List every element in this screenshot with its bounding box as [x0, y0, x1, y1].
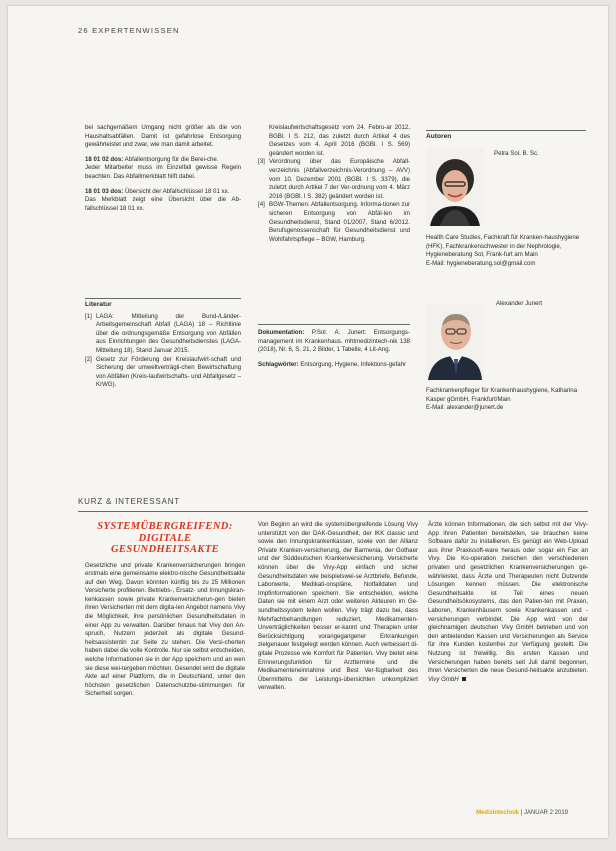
code1-paragraph — [85, 156, 241, 165]
footer-issue: | JANUAR 2 2019 — [520, 810, 568, 816]
authors-title: Autoren — [426, 133, 452, 140]
literatur-block — [85, 298, 241, 390]
code2-more: Das Merkblatt zeigt eine Übersicht über die Ab-fallschlüssel 18 01 xx. — [85, 196, 241, 212]
dokumentation-block — [258, 324, 410, 369]
author-1-bio: Health Care Studies, Fachkraft für Kranken-haushygiene (HFK), Fachkrankenschwester in der Nephrologie, Hygieneberatung Sol, Frank-furt am Main — [426, 234, 580, 259]
code1-more: Jeder Mitarbeiter muss im Einzelfall gewisse Regeln beachten. Das Abfallmerkblatt hilft dabei. — [85, 164, 241, 180]
page-header: 26 EXPERTENWISSEN — [78, 26, 180, 35]
author-2-photo — [426, 304, 484, 380]
doku-label: Dokumentation: — [258, 329, 305, 336]
doku-paragraph — [258, 329, 410, 355]
footer-publication: Medizintechnik — [476, 810, 520, 816]
code1-label: 18 01 02 dos: — [85, 155, 124, 163]
code2-paragraph — [85, 188, 241, 197]
author-2-name: Alexander Junert — [496, 300, 543, 307]
article-paragraph-1: Gesetzliche und private Krankenversicherungen bringen erstmals eine gemeinsame elektro-nische Gesundheitsakte auf den Weg. Davon könnten künftig bis zu 25 Millionen Versicherte profitieren. Betriebs-, Ersatz- und Innungskran-kenkassen sowie private Krankenversicherun-gen bieten ihren Versicherten mit dem digita-len Angebot namens Vivy die Möglichkeit, ihre persönlichen Gesundheitsdaten in einer App zu verwalten. Darüber hinaus hat Vivy den An-spruch, Nutzern jederzeit als digitale Gesund-heitsassistentin zur Seite zu stehen. Die Versi-cherten haben dabei die volle Kontrolle. Nur sie selbst entscheiden, welche Informationen sie in der App speichern und an wen sie diese wei-tergeben möchten. Gesendet wird die digitale Akte auf einer Plattform, die in Deutschland, unter den höchsten gesetzlichen Datenschutzbe-stimmungen für Sicherheit sorgen. — [85, 561, 245, 698]
literatur-title: Literatur — [85, 301, 112, 308]
author-1-photo — [426, 148, 484, 226]
page-footer — [476, 810, 568, 816]
authors-rule — [426, 130, 586, 131]
literatur-rule — [85, 298, 241, 299]
schlag-label: Schlagwörter: — [258, 360, 299, 368]
schlag-text: Entsorgung, Hygiene, Infektions-gefahr — [300, 360, 407, 368]
kurz-column-2 — [258, 521, 418, 693]
article-signature: Vivy GmbH — [428, 675, 459, 683]
author-1-info — [426, 234, 588, 268]
article-paragraph-3: Ärzte können Informationen, die sich selbst mit der Vivy-App ihren Patienten bereitstellen, sie brauchen keine Software dafür zu installieren. Es genügt ein Web-Upload aus ihrer Praxissoft-ware heraus oder sogar ein Fax an Vivy. Die Ko-operation zwischen den verschiedenen privaten und gesetzlichen Krankenversicherungen ge-währleistet, dass Ärzte und Therapeuten nicht Dutzende Lösungen kennen müssen. Die elektronische Gesundheitsakte ist Teil eines neuen Gesundheitsökosystems, das den Patien-ten mit Praxen, Laboren, Krankenhäusern sowie Krankenkassen und -versicherungen verbindet. Die App wird von der gleichnamigen deutschen Vivy GmbH betrieben und von den anbietenden Kassen und Versicherungen als Service für ihre Kunden kostenfrei zur Verfügung gestellt. Die Nutzung ist freiwillig. Bis ersten Kassen und Versicherungen haben bereits seit Juli damit begonnen, ihren Versicherten die neue Gesund-heitsakte anzubieten. Vivy GmbH — [428, 521, 588, 683]
reference-2-cont: Kreislaufwirtschaftsgesetz vom 24. Febru-ar 2012, BGBl. I S. 212, das zuletzt durch Artikel 4 des Gesetzes vom 4. April 2016 (BGBl. I S. 569) geändert worden ist. — [269, 124, 410, 157]
author-2-bio: Fachkrankenpfleger für Krankenhaushygiene, Katharina Kasper gGmbH, Frankfurt/Main — [426, 387, 578, 403]
intro-text: bei sachgemäßem Umgang nicht größer als die von Haushaltsabfällen. Damit ist gefahrlose Entsorgung gewährleistet und zwar, wie man damit arbeitet. — [85, 124, 241, 149]
document-page — [8, 6, 608, 838]
code2-text: Übersicht der Abfallschlüssel 18 01 xx. — [124, 187, 230, 195]
reference-2: [2] Gesetz zur Förderung der Kreislaufwirt-schaft und Sicherung der umweltverträgli-chen Bewirtschaftung von Abfällen (Kreis-laufwirtschafts- und Abfallgesetz – KrWG). — [85, 355, 241, 389]
reference-3: [3] Verordnung über das Europäische Abfall-verzeichnis (Abfallverzeichnis-Verordnung – AVV) vom 10. Dezember 2001 (BGBl. I S. 3379), die zuletzt durch Artikel 7 der Ver-ordnung vom 4. März 2016 (BGBl. I S. 382) geändert worden ist. — [258, 158, 410, 200]
doku-text: P.Sol. A. Junert: Entsorgungs-management im Krankenhaus. mhtmedizintech-nik 138 (2018), Nr. 6, S. 21, 2 Bilder, 1 Tabelle, 4 Lit-Ang. — [258, 329, 410, 354]
author-2-info — [426, 387, 588, 413]
reference-4: [4] BGW-Themen: Abfallentsorgung. Informa-tionen zur sicheren Entsorgung von Abfäl-len im Gesundheitsdienst, Stand 01/2007, Stand 6/2012. Berufsgenossenschaft für Gesundheitsdienst und Wohlfahrtspflege – BGW, Hamburg. — [258, 201, 410, 243]
kurz-section-title: KURZ & INTERESSANT — [78, 497, 180, 506]
article-headline: SYSTEMÜBERGREIFEND: DIGITALE GESUNDHEITSAKTE — [97, 521, 233, 555]
code1-text: Abfallentsorgung für die Berei-che. — [124, 155, 219, 163]
end-mark — [462, 677, 466, 681]
article-paragraph-2: Von Beginn an wird die systemübergreifende Lösung Vivy unterstützt von der DAK-Gesundheit, der IKK classic und sowie den Innungskrankenkassen, sowie von der Allianz Private Kranken-versicherung, der Barmenia, der Gothaer und der Süddeutschen Krankenversicherung. Versicherte können über die Vivy-App einfach und sicher Gesundheitsdaten wie beispielswei-se Arztbriefe, Befunde, Laborwerte, Medikati-onspläne, Notfalldaten und Impfinformationen speichern. Sie entscheiden, welche Daten sie mit einem Arzt oder weiteren Akteuren im Ge-sundheitssystem teilen wollen. Vivy trägt dazu bei, dass Mehrfachbehandlungen reduziert, Medikamenten-Unverträglichkeiten besser er-kannt und Therapien unter Berücksichtigung vorangegangener Erkrankungen zielgenauer festgelegt werden können. Auch verbessert di-gitale Prozesse wie Komfort für Patienten. Vivy bietet eine Erinnerungsfunktion für Arzttermine und die Medikamenteneinnahme und Best Ver-fügbarkeit des Übermittelns der Leistungs-übersichten unkompliziert verwalten. — [258, 521, 418, 692]
kurz-column-1 — [85, 521, 245, 699]
column-1 — [85, 124, 241, 213]
kurz-rule — [78, 511, 588, 512]
doku-rule — [258, 324, 410, 325]
reference-1: [1] LAGA: Mitteilung der Bund-/Länder-Arbeitsgemeinschaft Abfall (LAGA) 18 – Richtlinie über die ordnungsgemäße Entsorgung von Abfällen aus Einrichtungen des Gesundheitsdienstes (LAGA-Mitteilung 18), Stand Januar 2015. — [85, 312, 241, 354]
authors-block — [426, 130, 586, 145]
author-2-mail: E-Mail: alexander@junert.de — [426, 404, 504, 412]
author-1-mail: E-Mail: hygieneberatung.sol@gmail.com — [426, 259, 536, 267]
schlag-paragraph — [258, 361, 410, 370]
code2-label: 18 01 03 dos: — [85, 187, 124, 195]
column-2 — [258, 124, 410, 244]
author-1-name: Petra Sol, B. Sc. — [494, 150, 539, 157]
kurz-column-3 — [428, 521, 588, 684]
